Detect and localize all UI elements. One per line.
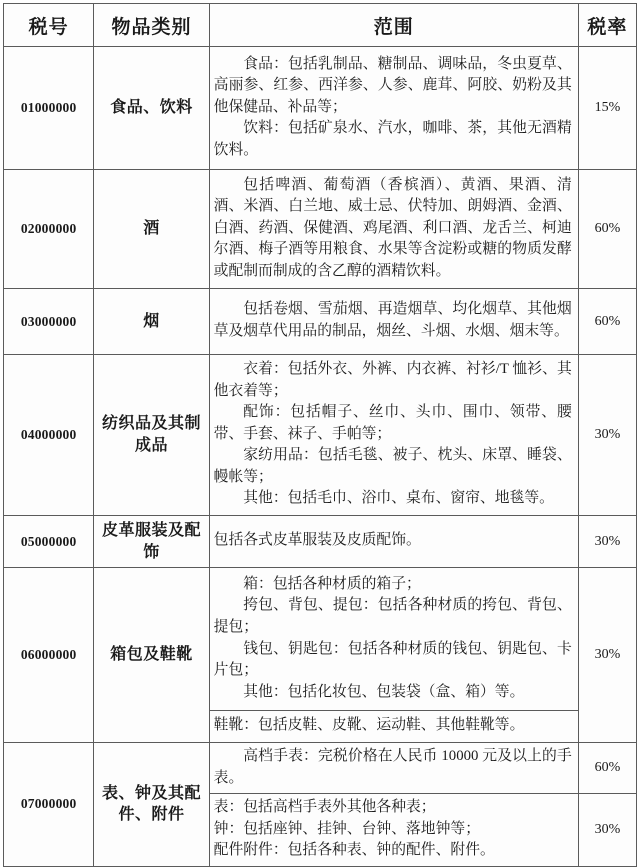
cell-scope (209, 711, 578, 743)
scope-paragraph: 家纺用品：包括毛毯、被子、枕头、床罩、睡袋、幔帐等； (213, 447, 572, 485)
header-row (4, 4, 637, 47)
cell-scope (209, 794, 578, 867)
scope-paragraph: 鞋靴：包括皮鞋、皮靴、运动鞋、其他鞋靴等。 (213, 717, 525, 734)
cell-scope (209, 170, 578, 289)
table-row (4, 47, 637, 170)
cell-category: 纺织品及其制成品 (94, 355, 209, 516)
scope-paragraph: 表：包括高档手表外其他各种表； (213, 799, 436, 816)
scope-paragraph: 包括啤酒、葡萄酒（香槟酒）、黄酒、果酒、清酒、米酒、白兰地、威士忌、伏特加、朗姆酒、金酒、白酒、药酒、保健酒、鸡尾酒、利口酒、龙舌兰、柯迪尔酒、梅子酒等用粮食、水果等含淀粉或糖的物质发酵或配制而制成的含乙醇的酒精饮料。 (213, 176, 572, 279)
cell-tax-code: 04000000 (4, 355, 94, 516)
scope-paragraph: 高档手表：完税价格在人民币 10000 元及以上的手表。 (213, 748, 572, 786)
cell-tax-rate: 60% (578, 289, 636, 355)
scope-paragraph: 包括卷烟、雪茄烟、再造烟草、均化烟草、其他烟草及烟草代用品的制品，烟丝、斗烟、水烟、烟末等。 (213, 301, 572, 339)
cell-tax-rate: 30% (578, 794, 636, 867)
cell-tax-rate: 15% (578, 47, 636, 170)
scope-paragraph: 钱包、钥匙包：包括各种材质的钱包、钥匙包、卡片包； (213, 640, 572, 679)
cell-tax-code: 06000000 (4, 568, 94, 743)
cell-tax-rate: 60% (578, 743, 636, 794)
table-body (4, 47, 637, 867)
table-row (4, 170, 637, 289)
cell-tax-code: 02000000 (4, 170, 94, 289)
cell-tax-code: 01000000 (4, 47, 94, 170)
cell-category: 表、钟及其配件、附件 (94, 743, 209, 867)
cell-scope (209, 289, 578, 355)
cell-category: 皮革服装及配饰 (94, 516, 209, 568)
cell-scope (209, 516, 578, 568)
import-duty-rate-table (3, 3, 637, 867)
scope-paragraph: 其他：包括毛巾、浴巾、桌布、窗帘、地毯等。 (243, 490, 554, 507)
cell-category: 箱包及鞋靴 (94, 568, 209, 743)
cell-tax-rate: 30% (578, 355, 636, 516)
cell-scope (209, 47, 578, 170)
table-row (4, 355, 637, 516)
table-row (4, 516, 637, 568)
scope-paragraph: 食品：包括乳制品、糖制品、调味品，冬虫夏草、高丽参、红参、西洋参、人参、鹿茸、阿胶、奶粉及其他保健品、补品等； (213, 55, 572, 115)
scope-paragraph: 配饰：包括帽子、丝巾、头巾、围巾、领带、腰带、手套、袜子、手帕等； (213, 404, 572, 442)
cell-scope (209, 743, 578, 794)
cell-category: 酒 (94, 170, 209, 289)
scope-paragraph: 箱：包括各种材质的箱子； (243, 575, 421, 592)
cell-tax-rate: 30% (578, 516, 636, 568)
scope-paragraph: 包括各式皮革服装及皮质配饰。 (213, 532, 421, 549)
cell-tax-rate: 30% (578, 568, 636, 743)
column-header-rate: 税率 (578, 4, 636, 47)
table-header (4, 4, 637, 47)
column-header-scope: 范围 (209, 4, 578, 47)
cell-scope (209, 568, 578, 711)
scope-paragraph: 饮料：包括矿泉水、汽水，咖啡、茶，其他无酒精饮料。 (213, 120, 572, 158)
column-header-code: 税号 (4, 4, 94, 47)
cell-category: 烟 (94, 289, 209, 355)
table-row (4, 289, 637, 355)
scope-paragraph: 配件附件：包括各种表、钟的配件、附件。 (213, 842, 495, 859)
column-header-category: 物品类别 (94, 4, 209, 47)
scope-paragraph: 衣着：包括外衣、外裤、内衣裤、衬衫/T 恤衫、其他衣着等； (213, 360, 572, 399)
table-row (4, 568, 637, 711)
cell-tax-code: 07000000 (4, 743, 94, 867)
cell-tax-code: 03000000 (4, 289, 94, 355)
cell-category: 食品、饮料 (94, 47, 209, 170)
scope-paragraph: 钟：包括座钟、挂钟、台钟、落地钟等； (213, 820, 480, 837)
cell-tax-rate: 60% (578, 170, 636, 289)
cell-tax-code: 05000000 (4, 516, 94, 568)
cell-scope (209, 355, 578, 516)
scope-paragraph: 挎包、背包、提包：包括各种材质的挎包、背包、提包； (213, 597, 572, 635)
scope-paragraph: 其他：包括化妆包、包装袋（盒、箱）等。 (243, 683, 525, 700)
table-row (4, 743, 637, 794)
